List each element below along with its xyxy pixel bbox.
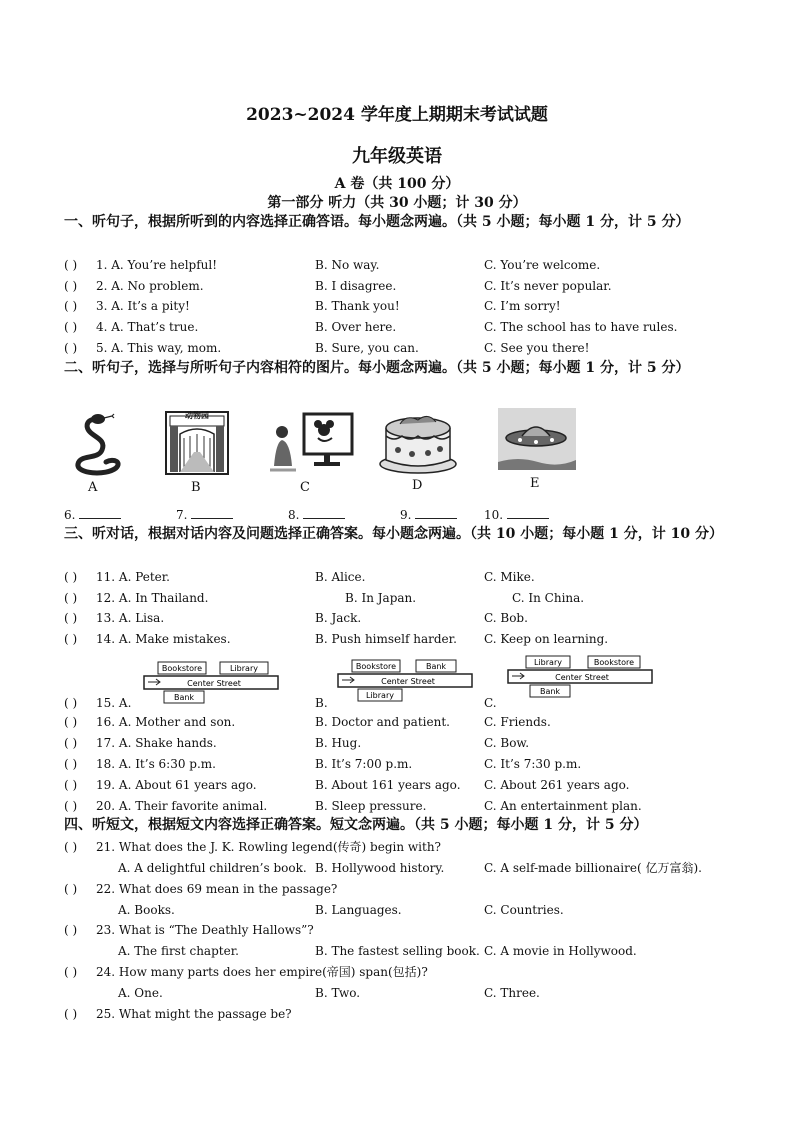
q14-option-c: C. Keep on learning. <box>484 632 609 646</box>
svg-text:Bookstore: Bookstore <box>355 662 397 671</box>
svg-text:Bank: Bank <box>173 693 195 702</box>
q3-option-a: 3. A. It’s a pity! <box>96 299 190 313</box>
q4-option-b: B. Over here. <box>315 320 397 334</box>
q12-option-b: B. In Japan. <box>345 591 417 605</box>
q23-option-c: C. A movie in Hollywood. <box>484 944 637 958</box>
answer-paren[interactable]: ( ) <box>64 736 78 750</box>
q12-option-a: 12. A. In Thailand. <box>96 591 209 605</box>
q20-option-c: C. An entertainment plan. <box>484 799 642 813</box>
answer-paren[interactable]: ( ) <box>64 965 78 979</box>
q22-question: 22. What does 69 mean in the passage? <box>96 882 338 896</box>
q4-option-c: C. The school has to have rules. <box>484 320 678 334</box>
q18-option-c: C. It’s 7:30 p.m. <box>484 757 582 771</box>
q13-option-c: C. Bob. <box>484 611 528 625</box>
answer-paren[interactable]: ( ) <box>64 299 78 313</box>
street-map-a <box>142 660 282 706</box>
section-3-heading: 三、听对话，根据对话内容及问题选择正确答案。每小题念两遍。（共 10 小题；每小题 1 分，计 10 分） <box>64 526 723 542</box>
q25-question: 25. What might the passage be? <box>96 1007 292 1021</box>
q1-option-a: 1. A. You’re helpful! <box>96 258 218 272</box>
answer-paren[interactable]: ( ) <box>64 1007 78 1021</box>
picture-label-c: C <box>300 480 310 495</box>
answer-paren[interactable]: ( ) <box>64 591 78 605</box>
q15-option-c: C. <box>484 696 497 710</box>
q13-option-b: B. Jack. <box>315 611 362 625</box>
q21-option-c: C. A self-made billionaire( 亿万富翁). <box>484 861 702 875</box>
answer-paren[interactable]: ( ) <box>64 882 78 896</box>
q22-option-a: A. Books. <box>118 903 175 917</box>
q23-question: 23. What is “The Deathly Hallows”? <box>96 923 314 937</box>
q3-option-b: B. Thank you! <box>315 299 400 313</box>
picture-label-b: B <box>191 480 201 495</box>
q24-option-c: C. Three. <box>484 986 540 1000</box>
q5-option-b: B. Sure, you can. <box>315 341 419 355</box>
q9-blank[interactable]: 9. <box>400 508 457 522</box>
q4-option-a: 4. A. That’s true. <box>96 320 199 334</box>
q16-option-b: B. Doctor and patient. <box>315 715 450 729</box>
q17-option-b: B. Hug. <box>315 736 362 750</box>
svg-text:Library: Library <box>366 691 394 700</box>
q12-option-c: C. In China. <box>512 591 585 605</box>
q11-option-b: B. Alice. <box>315 570 366 584</box>
q14-option-a: 14. A. Make mistakes. <box>96 632 231 646</box>
answer-paren[interactable]: ( ) <box>64 778 78 792</box>
q17-option-a: 17. A. Shake hands. <box>96 736 217 750</box>
q6-blank[interactable]: 6. <box>64 508 121 522</box>
q15-option-a: 15. A. <box>96 696 132 710</box>
q19-option-b: B. About 161 years ago. <box>315 778 461 792</box>
answer-paren[interactable]: ( ) <box>64 258 78 272</box>
answer-paren[interactable]: ( ) <box>64 320 78 334</box>
girl-watching-tv-icon <box>266 412 356 474</box>
q21-option-a: A. A delightful children’s book. <box>118 861 307 875</box>
q5-option-a: 5. A. This way, mom. <box>96 341 222 355</box>
subject-title: 九年级英语 <box>352 146 442 167</box>
answer-paren[interactable]: ( ) <box>64 611 78 625</box>
svg-text:Library: Library <box>230 664 258 673</box>
ufo-icon <box>498 408 576 470</box>
answer-paren[interactable]: ( ) <box>64 715 78 729</box>
svg-text:Bookstore: Bookstore <box>593 658 635 667</box>
q16-option-c: C. Friends. <box>484 715 551 729</box>
section-1-heading: 一、听句子，根据所听到的内容选择正确答语。每小题念两遍。（共 5 小题；每小题 1 分，计 5 分） <box>64 214 690 230</box>
q23-option-a: A. The first chapter. <box>118 944 239 958</box>
svg-text:Library: Library <box>534 658 562 667</box>
exam-title: 2023~2024 学年度上期期末考试试题 <box>246 105 548 125</box>
picture-label-d: D <box>412 478 423 493</box>
q11-option-a: 11. A. Peter. <box>96 570 170 584</box>
q7-blank[interactable]: 7. <box>176 508 233 522</box>
section-2-heading: 二、听句子，选择与所听句子内容相符的图片。每小题念两遍。（共 5 小题；每小题 1 分，计 5 分） <box>64 360 690 376</box>
q2-option-b: B. I disagree. <box>315 279 397 293</box>
q18-option-a: 18. A. It’s 6:30 p.m. <box>96 757 216 771</box>
zoo-sign: 动物园 <box>185 410 209 420</box>
answer-paren[interactable]: ( ) <box>64 799 78 813</box>
svg-text:Center Street: Center Street <box>381 677 435 686</box>
picture-row <box>60 402 580 500</box>
answer-paren[interactable]: ( ) <box>64 341 78 355</box>
q22-option-c: C. Countries. <box>484 903 564 917</box>
svg-text:Bank: Bank <box>539 687 561 696</box>
q21-option-b: B. Hollywood history. <box>315 861 445 875</box>
cake-icon <box>378 406 458 476</box>
answer-paren[interactable]: ( ) <box>64 840 78 854</box>
q21-question: 21. What does the J. K. Rowling legend(传奇) begin with? <box>96 840 441 854</box>
answer-paren[interactable]: ( ) <box>64 757 78 771</box>
svg-text:Center Street: Center Street <box>187 679 241 688</box>
q8-blank[interactable]: 8. <box>288 508 345 522</box>
q16-option-a: 16. A. Mother and son. <box>96 715 236 729</box>
q17-option-c: C. Bow. <box>484 736 530 750</box>
section-4-heading: 四、听短文，根据短文内容选择正确答案。短文念两遍。（共 5 小题；每小题 1 分，计 5 分） <box>64 817 648 833</box>
q5-option-c: C. See you there! <box>484 341 590 355</box>
answer-paren[interactable]: ( ) <box>64 279 78 293</box>
q1-option-b: B. No way. <box>315 258 380 272</box>
q10-blank[interactable]: 10. <box>484 508 549 522</box>
street-map-b <box>336 658 476 704</box>
q13-option-a: 13. A. Lisa. <box>96 611 165 625</box>
answer-paren[interactable]: ( ) <box>64 570 78 584</box>
svg-text:Center Street: Center Street <box>555 673 609 682</box>
q24-option-b: B. Two. <box>315 986 361 1000</box>
q3-option-c: C. I’m sorry! <box>484 299 561 313</box>
part-label: 第一部分 听力（共 30 小题；计 30 分） <box>267 195 527 211</box>
q14-option-b: B. Push himself harder. <box>315 632 457 646</box>
q2-option-a: 2. A. No problem. <box>96 279 204 293</box>
snake-icon <box>66 410 126 480</box>
q1-option-c: C. You’re welcome. <box>484 258 601 272</box>
svg-text:Bank: Bank <box>425 662 447 671</box>
volume-label: A 卷（共 100 分） <box>334 176 460 192</box>
q19-option-c: C. About 261 years ago. <box>484 778 630 792</box>
picture-label-a: A <box>88 480 98 495</box>
q24-question: 24. How many parts does her empire(帝国) span(包括)? <box>96 965 428 979</box>
svg-text:Bookstore: Bookstore <box>161 664 203 673</box>
street-map-c <box>506 654 656 702</box>
q24-option-a: A. One. <box>118 986 163 1000</box>
answer-paren[interactable]: ( ) <box>64 632 78 646</box>
q20-option-a: 20. A. Their favorite animal. <box>96 799 268 813</box>
q15-option-b: B. <box>315 696 328 710</box>
picture-label-e: E <box>530 476 540 491</box>
answer-paren[interactable]: ( ) <box>64 923 78 937</box>
q18-option-b: B. It’s 7:00 p.m. <box>315 757 413 771</box>
q2-option-c: C. It’s never popular. <box>484 279 612 293</box>
answer-paren[interactable]: ( ) <box>64 696 78 710</box>
q23-option-b: B. The fastest selling book. <box>315 944 480 958</box>
q19-option-a: 19. A. About 61 years ago. <box>96 778 257 792</box>
q22-option-b: B. Languages. <box>315 903 402 917</box>
q20-option-b: B. Sleep pressure. <box>315 799 427 813</box>
q11-option-c: C. Mike. <box>484 570 535 584</box>
